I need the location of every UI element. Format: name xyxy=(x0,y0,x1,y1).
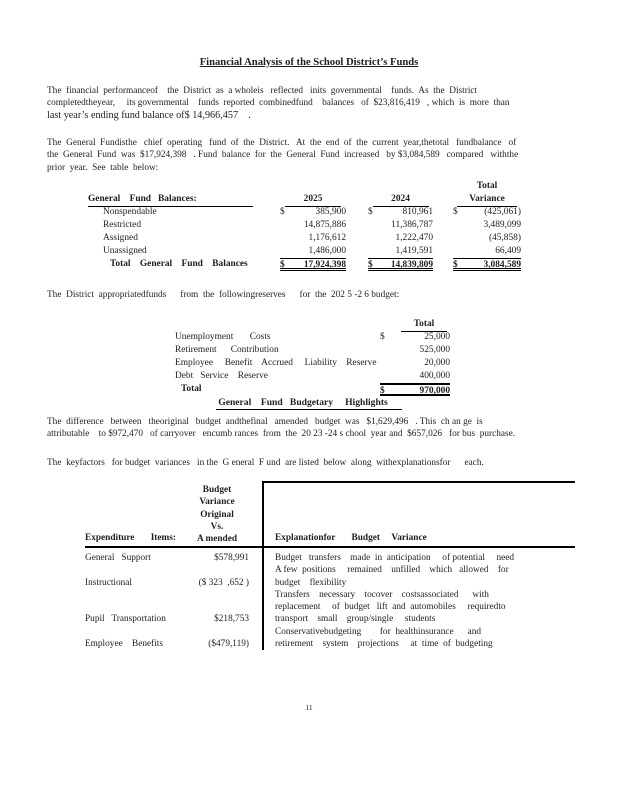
row-label: Unemployment Costs xyxy=(175,332,271,342)
paragraph-line: The financial performanceof the District as a wholeis reflected inits governmental funds. As the District xyxy=(47,86,478,96)
explanation: Conservativebudgeting for healthinsurance and xyxy=(275,626,482,637)
amount: 25,000 xyxy=(424,332,450,342)
table-row xyxy=(0,370,618,383)
column-header-budget-variance: Budget Variance Original Vs. A mended xyxy=(196,485,238,545)
dollar-sign: $ xyxy=(380,386,385,396)
row-label: Nonspendable xyxy=(103,207,157,217)
amount: ($479,119) xyxy=(208,639,249,650)
amount: (425,061) xyxy=(484,207,521,217)
table-row xyxy=(85,552,575,564)
column-header-total: Total xyxy=(476,181,498,191)
amount: 400,000 xyxy=(419,371,450,381)
paragraph-line: The General Fundisthe chief operating fund of the District. At the end of the current year,thetotal fundbalance of xyxy=(47,138,517,148)
amount: 385,900 xyxy=(315,207,346,217)
row-label: Restricted xyxy=(103,220,142,230)
paragraph-line: attributable to $972,470 of carryover encumb rances from the 20 23 -24 s chool year and $657,026 for bus purchase. xyxy=(47,429,516,440)
table-row xyxy=(85,638,575,650)
total-row-label: Total General Fund Balances xyxy=(110,259,248,269)
amount: $218,753 xyxy=(214,614,249,625)
amount: 525,000 xyxy=(419,345,450,355)
table-row xyxy=(0,180,618,193)
table-row xyxy=(0,206,618,219)
dollar-sign: $ xyxy=(368,207,373,217)
amount: 14,875,886 xyxy=(303,220,346,230)
dollar-sign: $ xyxy=(453,207,458,217)
amount: (45,858) xyxy=(488,233,521,243)
explanation: Budget transfers made in anticipation of potential need xyxy=(275,553,515,563)
fund-balances-table xyxy=(0,180,618,271)
column-header-expenditure-items: Expenditure Items: xyxy=(85,533,176,543)
column-header-variance: Variance xyxy=(457,193,517,207)
table-header-row xyxy=(0,193,618,206)
amount: 970,000 xyxy=(419,386,450,396)
section-heading xyxy=(0,397,618,410)
column-header-explanation: Explanationfor Budget Variance xyxy=(275,533,427,543)
amount: 1,419,591 xyxy=(395,246,433,256)
budget-variance-table xyxy=(85,481,575,653)
table-total-row xyxy=(0,383,618,396)
expenditure-item: Employee Benefits xyxy=(85,639,163,650)
amount: 1,176,612 xyxy=(308,233,346,243)
amount: ($ 323 ,652 ) xyxy=(198,577,249,588)
paragraph-key-factors: The keyfactors for budget variances in the G eneral F und are listed below along withexplanationsfor each. xyxy=(47,458,484,468)
table-row xyxy=(85,589,575,601)
dollar-sign: $ xyxy=(380,332,385,342)
table-row xyxy=(85,626,575,638)
reserves-table xyxy=(0,318,618,396)
table-row xyxy=(85,601,575,613)
table-row xyxy=(85,577,575,589)
dollar-sign: $ xyxy=(280,207,285,217)
table-total-row xyxy=(0,258,618,271)
page-number: 11 xyxy=(305,703,313,712)
amount: 66,409 xyxy=(495,246,521,256)
table-row xyxy=(85,613,575,625)
row-label: Retirement Contribution xyxy=(175,345,279,355)
row-label: Unassigned xyxy=(103,246,147,256)
explanation: transport small group/single students xyxy=(275,614,436,625)
paragraph-line: last year’s ending fund balance of$ 14,966,457 . xyxy=(47,109,251,121)
row-label: Debt Service Reserve xyxy=(175,371,268,381)
page-title-text: Financial Analysis of the School District’s Funds xyxy=(199,57,419,68)
amount: 20,000 xyxy=(424,358,450,368)
table-header-rule xyxy=(85,546,575,548)
amount: 17,924,398 xyxy=(303,260,346,270)
paragraph-appropriated-funds: The District appropriatedfunds from the followingreserves for the 202 5 -2 6 budget: xyxy=(47,290,400,300)
dollar-sign: $ xyxy=(280,260,285,270)
row-label: Assigned xyxy=(103,233,138,243)
expenditure-item: Instructional xyxy=(85,577,132,588)
column-header-total: Total xyxy=(401,318,447,332)
section-heading-text: General Fund Budgetary Highlights xyxy=(216,397,402,410)
paragraph-financial-performance xyxy=(47,85,579,122)
paragraph-general-fund xyxy=(47,137,579,174)
column-header-2024: 2024 xyxy=(373,193,429,207)
dollar-sign: $ xyxy=(368,260,373,270)
amount: 3,084,589 xyxy=(483,260,521,270)
table-header-row xyxy=(0,318,618,331)
explanation: A few positions remained unfilled which allowed for xyxy=(275,565,509,576)
expenditure-item: General Support xyxy=(85,553,151,563)
table-row xyxy=(85,564,575,576)
paragraph-line: The difference between theoriginal budget andthefinal amended budget was $1,629,496 . This ch an ge is xyxy=(47,417,483,427)
paragraph-line: the General Fund was $17,924,398 . Fund balance for the General Fund increased by $3,084,589 compared withthe xyxy=(47,150,519,161)
table-title: General Fund Balances: xyxy=(88,193,253,207)
explanation: retirement system projections at time of budgeting xyxy=(275,639,493,650)
table-row xyxy=(0,232,618,245)
total-row-label: Total xyxy=(181,384,202,394)
table-row xyxy=(0,344,618,357)
amount: 11,386,787 xyxy=(391,220,433,230)
amount: 1,486,000 xyxy=(308,246,346,256)
column-header-2025: 2025 xyxy=(285,193,341,207)
budget-variance-table-body xyxy=(85,552,575,650)
table-top-rule xyxy=(262,481,575,483)
explanation: budget flexibility xyxy=(275,577,347,588)
amount: 810,961 xyxy=(402,207,433,217)
page-title xyxy=(0,57,618,68)
row-label: Employee Benefit Accrued Liability Reserve xyxy=(175,358,377,368)
table-row xyxy=(0,245,618,258)
explanation: replacement of budget lift and automobiles requiredto xyxy=(275,602,506,613)
amount: $578,991 xyxy=(214,553,249,563)
amount: 14,839,809 xyxy=(390,260,433,270)
amount: 3,489,099 xyxy=(483,220,521,230)
table-row xyxy=(0,357,618,370)
paragraph-budget-difference xyxy=(47,416,579,441)
table-row xyxy=(0,331,618,344)
expenditure-item: Pupil Transportation xyxy=(85,614,166,625)
dollar-sign: $ xyxy=(453,260,458,270)
paragraph-line: prior year. See table below: xyxy=(47,162,159,173)
explanation: Transfers necessary tocover costsassociated with xyxy=(275,589,489,600)
table-row xyxy=(0,219,618,232)
amount: 1,222,470 xyxy=(395,233,433,243)
paragraph-line: completedtheyear, its governmental funds reported combinedfund balances of $23,816,419 , which is more than xyxy=(47,98,510,109)
